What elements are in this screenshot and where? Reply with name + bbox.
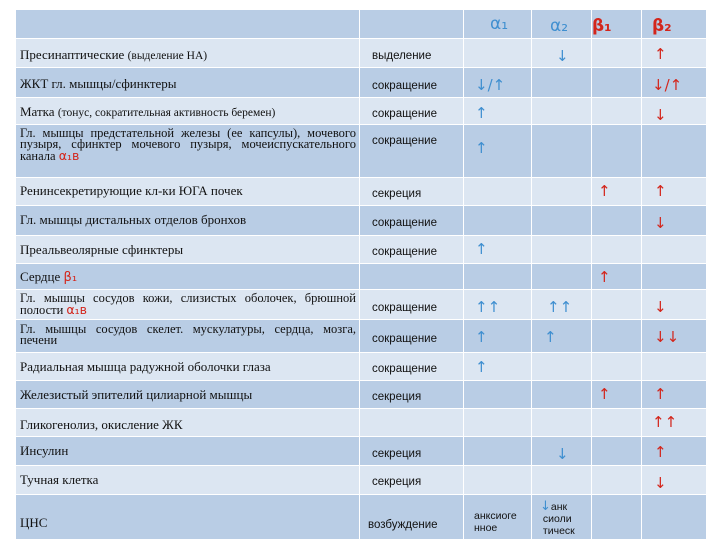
beta2-arrow: ↑↑ bbox=[652, 413, 678, 431]
alpha2-arrow: ↓ bbox=[556, 47, 569, 65]
beta2-arrow: ↑ bbox=[654, 45, 667, 63]
header-beta2: β₂ bbox=[652, 16, 672, 36]
table-row bbox=[16, 206, 706, 236]
effect-label: сокращение bbox=[372, 246, 437, 258]
table-row bbox=[16, 236, 706, 264]
effect-label: секреция bbox=[372, 188, 422, 200]
beta2-arrow: ↓ bbox=[654, 474, 667, 492]
effect-label: сокращение bbox=[372, 217, 437, 229]
table-row bbox=[16, 466, 706, 495]
beta2-arrow: ↑ bbox=[654, 385, 667, 403]
alpha1-cns-effect: анксиоге нное bbox=[474, 510, 517, 534]
table-row bbox=[16, 290, 706, 320]
table-row bbox=[16, 39, 706, 68]
effect-label: сокращение bbox=[372, 363, 437, 375]
table-row bbox=[16, 437, 706, 466]
header-organ-cell bbox=[16, 10, 360, 38]
organ-label: Железистый эпителий цилиарной мышцы bbox=[20, 387, 253, 402]
table-row bbox=[16, 125, 706, 178]
organ-label: Гл. мышцы предстательной железы (ее капсулы), мочевого пузыря, сфинктер мочевого пузыря, мочеиспускательного канала α₁в bbox=[20, 126, 356, 163]
header-alpha1: α₁ bbox=[490, 14, 509, 34]
alpha1-arrow: ↑ bbox=[475, 139, 488, 157]
beta2-arrow: ↓ bbox=[654, 298, 667, 316]
effect-label: секреция bbox=[372, 448, 422, 460]
beta1-arrow: ↑ bbox=[598, 385, 611, 403]
effect-label: возбуждение bbox=[368, 519, 438, 531]
effect-label: секреция bbox=[372, 391, 422, 403]
header-effect-cell bbox=[360, 10, 464, 38]
receptor-effects-table bbox=[16, 10, 706, 540]
table-row bbox=[16, 381, 706, 409]
header-beta1: β₁ bbox=[592, 16, 612, 36]
alpha1-arrow: ↑↑ bbox=[475, 298, 501, 316]
organ-label: ЦНС bbox=[20, 515, 48, 530]
alpha1-arrow: ↑ bbox=[475, 104, 488, 122]
alpha2-cns-effect: ↓анк сиоли тическ bbox=[540, 499, 575, 537]
table-row bbox=[16, 320, 706, 353]
organ-label: Пресинаптические (выделение НА) bbox=[20, 47, 208, 62]
table-row bbox=[16, 409, 706, 437]
organ-label: Радиальная мышца радужной оболочки глаза bbox=[20, 359, 271, 374]
alpha1-arrow: ↓/↑ bbox=[475, 76, 506, 94]
organ-label: Гликогенолиз, окисление ЖК bbox=[20, 417, 183, 432]
table-row bbox=[16, 264, 706, 290]
organ-label: Преальвеолярные сфинктеры bbox=[20, 242, 184, 257]
effect-label: сокращение bbox=[372, 302, 437, 314]
beta1-arrow: ↑ bbox=[598, 268, 611, 286]
effect-label: сокращение bbox=[372, 135, 437, 147]
effect-label: сокращение bbox=[372, 108, 437, 120]
table-row bbox=[16, 178, 706, 206]
organ-label: Ренинсекретирующие кл-ки ЮГА почек bbox=[20, 183, 243, 198]
alpha2-arrow: ↓ bbox=[556, 445, 569, 463]
table-row bbox=[16, 98, 706, 125]
beta2-arrow: ↓ bbox=[654, 106, 667, 124]
organ-label: Матка (тонус, сократительная активность беремен) bbox=[20, 104, 276, 119]
alpha1-arrow: ↑ bbox=[475, 358, 488, 376]
alpha2-arrow: ↑ bbox=[544, 328, 557, 346]
effect-label: сокращение bbox=[372, 80, 437, 92]
alpha2-arrow: ↑↑ bbox=[547, 298, 573, 316]
organ-label: ЖКТ гл. мышцы/сфинктеры bbox=[20, 76, 177, 91]
organ-label: Гл. мышцы дистальных отделов бронхов bbox=[20, 212, 247, 227]
alpha1-arrow: ↑ bbox=[475, 328, 488, 346]
table-row bbox=[16, 495, 706, 540]
beta2-arrow: ↓ bbox=[654, 214, 667, 232]
table-row bbox=[16, 353, 706, 381]
table-row bbox=[16, 68, 706, 98]
organ-label: Гл. мышцы сосудов кожи, слизистых оболочек, брюшной полости α₁в bbox=[20, 291, 356, 317]
alpha1-arrow: ↑ bbox=[475, 240, 488, 258]
organ-label: Гл. мышцы сосудов скелет. мускулатуры, сердца, мозга, печени bbox=[20, 322, 356, 347]
effect-label: сокращение bbox=[372, 333, 437, 345]
organ-label: Сердце β₁ bbox=[20, 269, 78, 285]
effect-label: секреция bbox=[372, 476, 422, 488]
organ-label: Тучная клетка bbox=[20, 472, 99, 487]
beta1-arrow: ↑ bbox=[598, 182, 611, 200]
header-alpha2: α₂ bbox=[550, 16, 569, 36]
organ-label: Инсулин bbox=[20, 443, 69, 458]
beta2-arrow: ↑ bbox=[654, 443, 667, 461]
beta2-arrow: ↓↓ bbox=[654, 328, 680, 346]
beta2-arrow: ↓/↑ bbox=[652, 76, 683, 94]
effect-label: выделение bbox=[372, 50, 432, 62]
beta2-arrow: ↑ bbox=[654, 182, 667, 200]
